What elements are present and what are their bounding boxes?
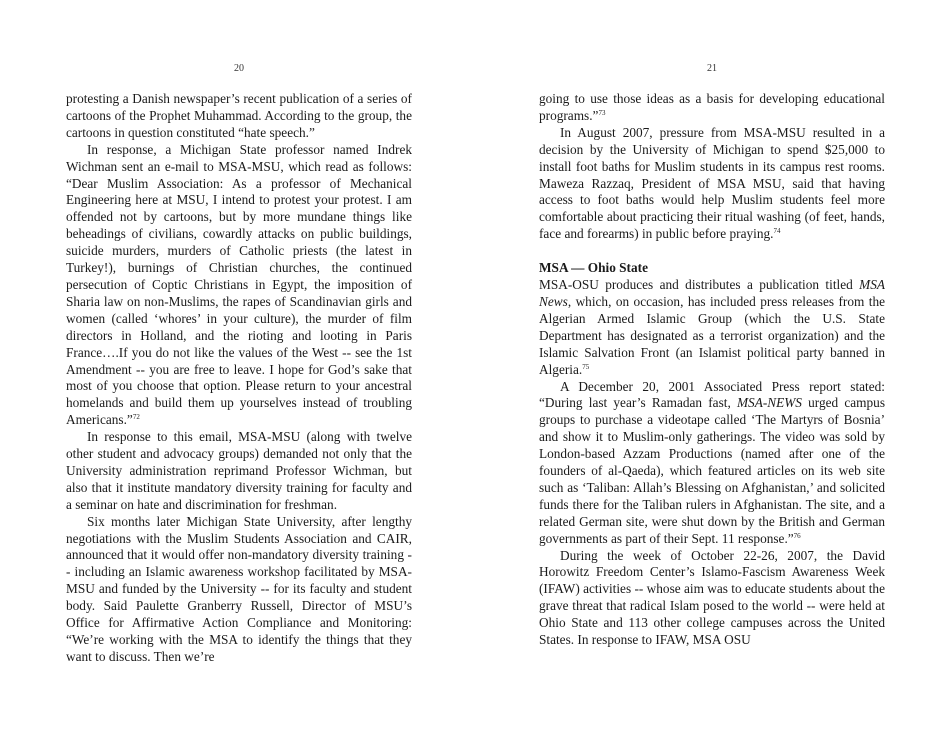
right-page-body — [539, 91, 885, 649]
publication-title: MSA-NEWS — [736, 395, 802, 411]
footnote-marker: 75 — [582, 362, 590, 371]
footnote-marker: 72 — [132, 413, 140, 422]
left-page-body — [66, 91, 412, 666]
paragraph: A December 20, 2001 Associated Press report stated: “During last year’s Ramadan fast, MSA-NEWS urged campus groups to purchase a videotape called ‘The Martyrs of Bosnia’ and show it to Muslim-only gatherings. The video was sold by London-based Azzam Productions (named after one of the founders of al-Qaeda), which featured articles on its web site such as ‘Taliban: Allah’s Blessing on Afghanistan,’ and solicited funds there for the Taliban rulers in Afghanistan. The site, and a related German site, were shut down by the British and German governments as part of their Sept. 11 response.”$^{76}$ — [539, 378, 885, 546]
paragraph: In response, a Michigan State professor named Indrek Wichman sent an e-mail to MSA-MSU, which read as follows: “Dear Muslim Association: As a professor of Mechanical Engineering here at MSU, I intend to protest your protest. I am offended not by cartoons, but by more mundane things like beheadings of civilians, cowardly attacks on public buildings, suicide murders, murders of Catholic priests (the latest in Turkey!), burnings of Christian churches, the continued persecution of Coptic Christians in Egypt, the imposition of Sharia law on non-Muslims, the rapes of Scandinavian girls and women (called ‘whores’ in your culture), the murder of film directors in Holland, and the rioting and looting in Paris France….If you do not like the values of the West -- see the 1st Amendment -- you are free to leave. I hope for God’s sake that most of you choose that option. Please return to your ancestral homelands and build them up yourselves instead of troubling Americans.”$^{72}$ — [66, 141, 412, 428]
page-number-right: 21 — [707, 63, 717, 74]
paragraph: Six months later Michigan State University, after lengthy negotiations with the Muslim Students Association and CAIR, announced that it would offer non-mandatory diversity training -- including an Islamic awareness workshop facilitated by MSA-MSU and funded by the University -- for its faculty and student body. Said Paulette Granberry Russell, Director of MSU’s Office for Affirmative Action Compliance and Monitoring: “We’re working with the MSA to identify the things that they want to discuss. Then we’re — [66, 513, 412, 664]
paragraph: In August 2007, pressure from MSA-MSU resulted in a decision by the University of Michigan to spend $25,000 to install foot baths for Muslim students in its campus rest rooms. Maweza Razzaq, President of MSA MSU, said that having access to foot baths would help Muslim students feel more comfortable about practicing their ritual washing (of feet, hands, face and forearms) in public before praying.$^{74}$ — [539, 124, 885, 242]
right-page — [539, 0, 885, 735]
left-page — [66, 0, 412, 735]
publication-title: MSA News — [539, 277, 885, 309]
paragraph: going to use those ideas as a basis for developing educational programs.”$^{73}$ — [539, 91, 885, 123]
footnote-marker: 73 — [598, 108, 606, 117]
footnote-marker: 74 — [773, 227, 781, 236]
section-heading: MSA — Ohio State — [539, 260, 648, 276]
paragraph: During the week of October 22-26, 2007, the David Horowitz Freedom Center’s Islamo-Fascism Awareness Week (IFAW) activities -- whose aim was to educate students about the grave threat that radical Islam posed to the world -- were held at Ohio State and 113 other college campuses across the United States. In response to IFAW, MSA OSU — [539, 547, 885, 648]
paragraph: MSA-OSU produces and distributes a publication titled MSA News, which, on occasion, has included press releases from the Algerian Armed Islamic Group (which the U.S. State Department has designated as a terrorist organization) and the Islamic Salvation Front (an Islamist political party banned in Algeria.$^{75}$ — [539, 277, 885, 377]
page-number-left: 20 — [234, 63, 244, 74]
paragraph: protesting a Danish newspaper’s recent publication of a series of cartoons of the Prophet Muhammad. According to the group, the cartoons in question constituted “hate speech.” — [66, 91, 412, 140]
paragraph: In response to this email, MSA-MSU (along with twelve other student and advocacy groups) demanded not only that the University administration reprimand Professor Wichman, but also that it institute mandatory diversity training for faculty and a seminar on hate and discrimination for freshman. — [66, 429, 412, 512]
footnote-marker: 76 — [793, 531, 801, 540]
